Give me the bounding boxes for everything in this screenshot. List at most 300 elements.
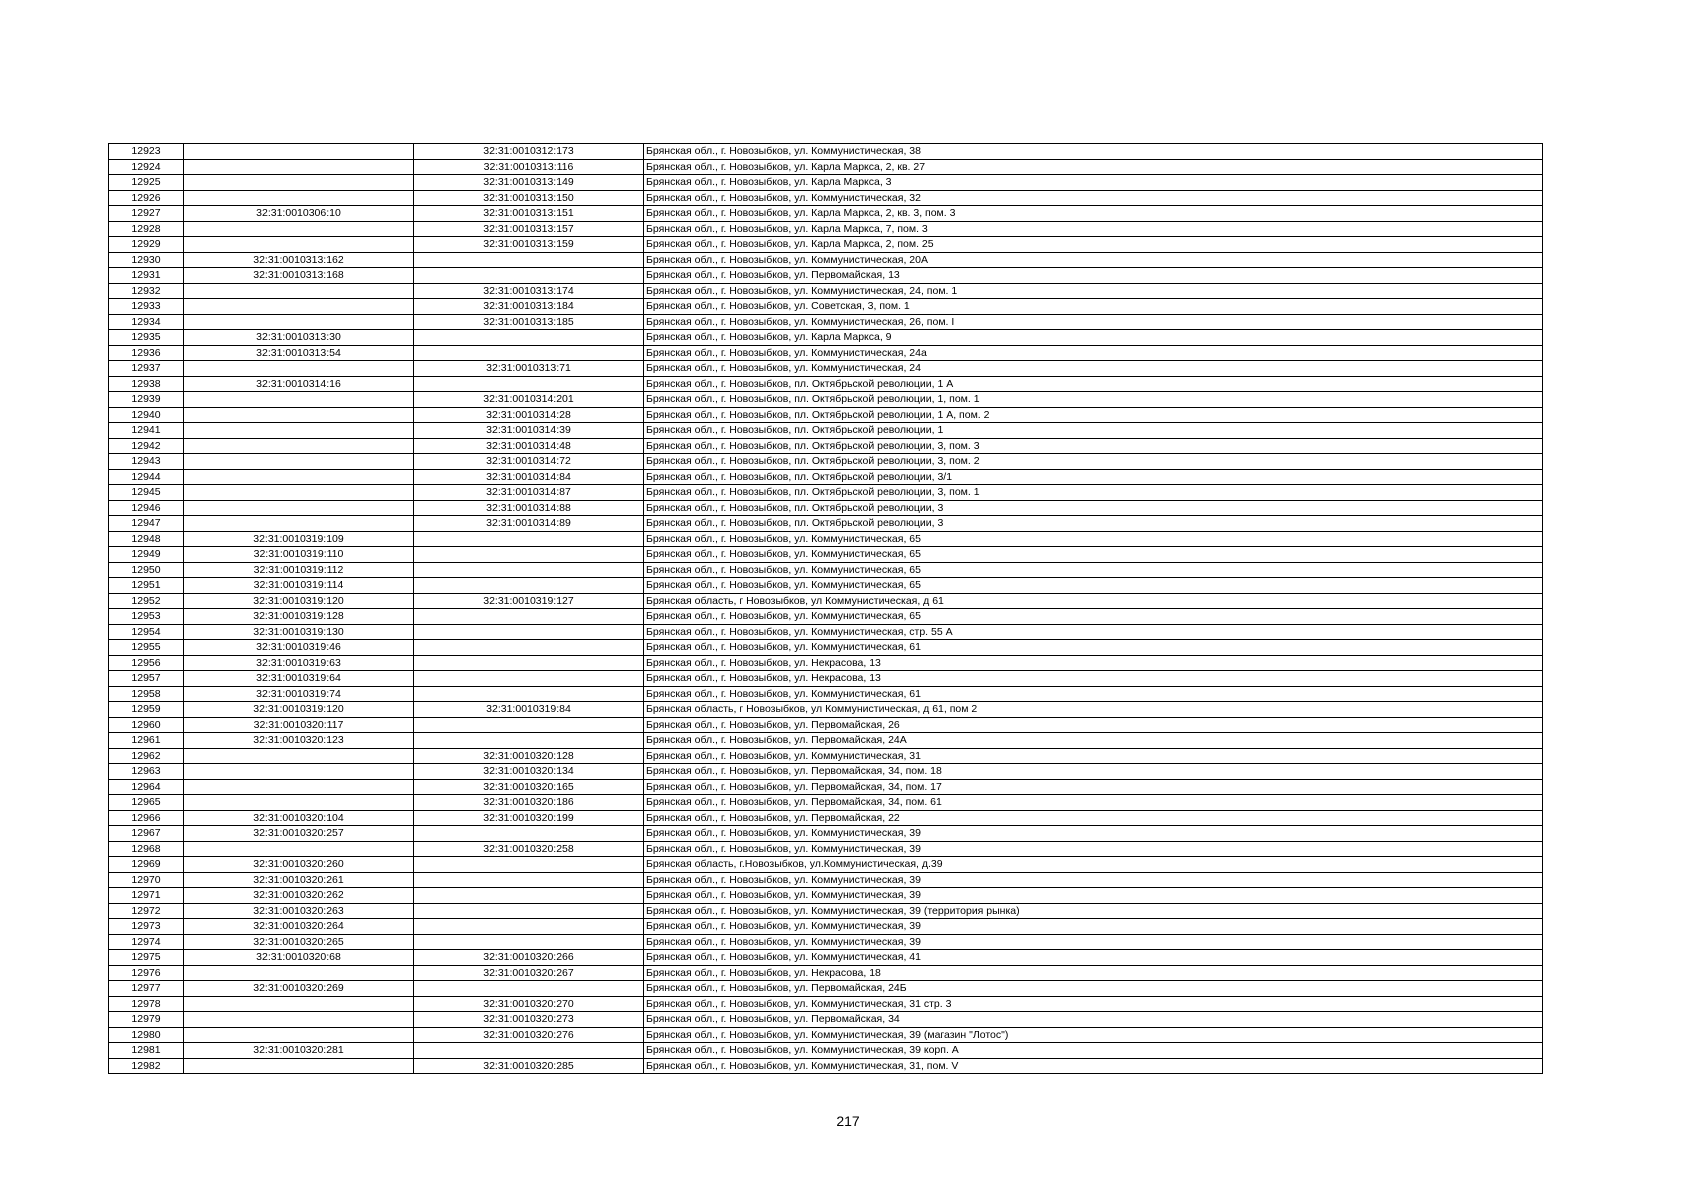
cadastral-number-cell: 32:31:0010320:269 [184,981,414,997]
row-number-cell: 12958 [109,686,184,702]
address-cell: Брянская обл., г. Новозыбков, ул. Коммунистическая, 65 [644,609,1543,625]
cadastral-number-alt-cell [414,903,644,919]
address-cell: Брянская обл., г. Новозыбков, ул. Коммунистическая, 31 [644,748,1543,764]
address-cell: Брянская обл., г. Новозыбков, ул. Коммунистическая, 39 [644,919,1543,935]
cadastral-number-cell: 32:31:0010319:110 [184,547,414,563]
row-number-cell: 12952 [109,593,184,609]
table-row [109,206,1543,222]
table-row [109,934,1543,950]
table-row [109,221,1543,237]
address-cell: Брянская обл., г. Новозыбков, ул. Первомайская, 24Б [644,981,1543,997]
table-row [109,423,1543,439]
cadastral-number-cell [184,500,414,516]
table-row [109,624,1543,640]
address-cell: Брянская обл., г. Новозыбков, ул. Карла Маркса, 2, кв. 3, пом. 3 [644,206,1543,222]
address-cell: Брянская область, г.Новозыбков, ул.Коммунистическая, д.39 [644,857,1543,873]
address-cell: Брянская обл., г. Новозыбков, ул. Коммунистическая, 65 [644,562,1543,578]
cadastral-number-alt-cell [414,252,644,268]
row-number-cell: 12961 [109,733,184,749]
cadastral-number-alt-cell [414,376,644,392]
address-cell: Брянская обл., г. Новозыбков, пл. Октябрьской революции, 3 [644,516,1543,532]
row-number-cell: 12956 [109,655,184,671]
cadastral-number-cell [184,423,414,439]
row-number-cell: 12937 [109,361,184,377]
cadastral-number-cell [184,1027,414,1043]
row-number-cell: 12941 [109,423,184,439]
cadastral-number-alt-cell: 32:31:0010314:48 [414,438,644,454]
table-row [109,965,1543,981]
row-number-cell: 12935 [109,330,184,346]
cadastral-number-cell [184,1058,414,1074]
cadastral-number-alt-cell: 32:31:0010313:185 [414,314,644,330]
row-number-cell: 12971 [109,888,184,904]
table-row [109,500,1543,516]
cadastral-number-cell [184,996,414,1012]
table-row [109,299,1543,315]
row-number-cell: 12947 [109,516,184,532]
row-number-cell: 12948 [109,531,184,547]
row-number-cell: 12930 [109,252,184,268]
cadastral-number-cell [184,144,414,160]
table-row [109,361,1543,377]
address-cell: Брянская обл., г. Новозыбков, ул. Первомайская, 22 [644,810,1543,826]
address-cell: Брянская обл., г. Новозыбков, ул. Первомайская, 34, пом. 61 [644,795,1543,811]
address-cell: Брянская обл., г. Новозыбков, ул. Коммунистическая, 39 [644,872,1543,888]
address-cell: Брянская обл., г. Новозыбков, ул. Коммунистическая, 39 [644,841,1543,857]
row-number-cell: 12946 [109,500,184,516]
cadastral-number-cell: 32:31:0010313:162 [184,252,414,268]
document-page [108,143,1542,1074]
property-registry-table [108,143,1543,1074]
address-cell: Брянская обл., г. Новозыбков, пл. Октябрьской революции, 3, пом. 2 [644,454,1543,470]
cadastral-number-alt-cell: 32:31:0010314:88 [414,500,644,516]
table-row [109,748,1543,764]
row-number-cell: 12933 [109,299,184,315]
address-cell: Брянская обл., г. Новозыбков, пл. Октябрьской революции, 1 А, пом. 2 [644,407,1543,423]
table-row [109,655,1543,671]
cadastral-number-cell: 32:31:0010320:262 [184,888,414,904]
row-number-cell: 12981 [109,1043,184,1059]
cadastral-number-alt-cell [414,733,644,749]
cadastral-number-cell: 32:31:0010320:68 [184,950,414,966]
table-row [109,547,1543,563]
table-row [109,1043,1543,1059]
cadastral-number-cell: 32:31:0010320:281 [184,1043,414,1059]
address-cell: Брянская обл., г. Новозыбков, ул. Коммунистическая, 26, пом. I [644,314,1543,330]
table-row [109,733,1543,749]
cadastral-number-alt-cell [414,872,644,888]
address-cell: Брянская область, г Новозыбков, ул Коммунистическая, д 61 [644,593,1543,609]
table-row [109,764,1543,780]
cadastral-number-alt-cell: 32:31:0010314:72 [414,454,644,470]
cadastral-number-cell: 32:31:0010319:114 [184,578,414,594]
row-number-cell: 12926 [109,190,184,206]
table-row [109,330,1543,346]
table-row [109,190,1543,206]
address-cell: Брянская обл., г. Новозыбков, ул. Некрасова, 13 [644,655,1543,671]
cadastral-number-alt-cell [414,578,644,594]
cadastral-number-alt-cell [414,268,644,284]
address-cell: Брянская обл., г. Новозыбков, ул. Коммунистическая, 20А [644,252,1543,268]
address-cell: Брянская область, г Новозыбков, ул Коммунистическая, д 61, пом 2 [644,702,1543,718]
cadastral-number-cell [184,748,414,764]
cadastral-number-alt-cell [414,330,644,346]
cadastral-number-cell: 32:31:0010320:117 [184,717,414,733]
table-row [109,531,1543,547]
table-row [109,314,1543,330]
row-number-cell: 12959 [109,702,184,718]
cadastral-number-cell [184,438,414,454]
table-row [109,857,1543,873]
row-number-cell: 12962 [109,748,184,764]
cadastral-number-alt-cell: 32:31:0010320:128 [414,748,644,764]
row-number-cell: 12954 [109,624,184,640]
cadastral-number-cell: 32:31:0010320:261 [184,872,414,888]
cadastral-number-cell: 32:31:0010313:54 [184,345,414,361]
row-number-cell: 12943 [109,454,184,470]
table-row [109,283,1543,299]
cadastral-number-alt-cell: 32:31:0010313:150 [414,190,644,206]
cadastral-number-cell: 32:31:0010320:123 [184,733,414,749]
table-row [109,578,1543,594]
row-number-cell: 12927 [109,206,184,222]
cadastral-number-cell [184,190,414,206]
cadastral-number-cell: 32:31:0010320:265 [184,934,414,950]
cadastral-number-cell: 32:31:0010319:109 [184,531,414,547]
table-row [109,888,1543,904]
row-number-cell: 12925 [109,175,184,191]
cadastral-number-cell [184,237,414,253]
table-row [109,841,1543,857]
cadastral-number-cell [184,841,414,857]
cadastral-number-alt-cell [414,919,644,935]
address-cell: Брянская обл., г. Новозыбков, ул. Карла Маркса, 3 [644,175,1543,191]
cadastral-number-cell [184,779,414,795]
cadastral-number-alt-cell [414,547,644,563]
cadastral-number-cell [184,299,414,315]
cadastral-number-cell: 32:31:0010313:30 [184,330,414,346]
table-row [109,469,1543,485]
cadastral-number-alt-cell: 32:31:0010313:71 [414,361,644,377]
table-body [109,144,1543,1074]
table-row [109,779,1543,795]
row-number-cell: 12955 [109,640,184,656]
address-cell: Брянская обл., г. Новозыбков, пл. Октябрьской революции, 3/1 [644,469,1543,485]
address-cell: Брянская обл., г. Новозыбков, ул. Коммунистическая, 39 (магазин "Лотос") [644,1027,1543,1043]
address-cell: Брянская обл., г. Новозыбков, ул. Первомайская, 34, пом. 17 [644,779,1543,795]
table-row [109,407,1543,423]
table-row [109,485,1543,501]
row-number-cell: 12945 [109,485,184,501]
address-cell: Брянская обл., г. Новозыбков, ул. Коммунистическая, 31 стр. 3 [644,996,1543,1012]
address-cell: Брянская обл., г. Новозыбков, ул. Первомайская, 24А [644,733,1543,749]
cadastral-number-cell: 32:31:0010313:168 [184,268,414,284]
cadastral-number-alt-cell [414,857,644,873]
table-row [109,671,1543,687]
row-number-cell: 12969 [109,857,184,873]
cadastral-number-cell [184,965,414,981]
cadastral-number-cell: 32:31:0010319:120 [184,593,414,609]
cadastral-number-cell [184,283,414,299]
cadastral-number-cell [184,485,414,501]
cadastral-number-cell: 32:31:0010320:257 [184,826,414,842]
cadastral-number-alt-cell [414,888,644,904]
table-row [109,237,1543,253]
row-number-cell: 12978 [109,996,184,1012]
cadastral-number-alt-cell: 32:31:0010320:273 [414,1012,644,1028]
row-number-cell: 12964 [109,779,184,795]
address-cell: Брянская обл., г. Новозыбков, ул. Коммунистическая, 24 [644,361,1543,377]
table-row [109,903,1543,919]
cadastral-number-alt-cell: 32:31:0010320:266 [414,950,644,966]
cadastral-number-cell [184,516,414,532]
table-row [109,872,1543,888]
cadastral-number-alt-cell: 32:31:0010320:134 [414,764,644,780]
cadastral-number-cell: 32:31:0010320:264 [184,919,414,935]
cadastral-number-cell: 32:31:0010319:112 [184,562,414,578]
row-number-cell: 12934 [109,314,184,330]
cadastral-number-cell [184,469,414,485]
cadastral-number-alt-cell: 32:31:0010313:174 [414,283,644,299]
address-cell: Брянская обл., г. Новозыбков, ул. Карла Маркса, 2, кв. 27 [644,159,1543,175]
address-cell: Брянская обл., г. Новозыбков, ул. Коммунистическая, 38 [644,144,1543,160]
address-cell: Брянская обл., г. Новозыбков, пл. Октябрьской революции, 1 А [644,376,1543,392]
table-row [109,345,1543,361]
cadastral-number-alt-cell: 32:31:0010319:127 [414,593,644,609]
table-row [109,562,1543,578]
address-cell: Брянская обл., г. Новозыбков, ул. Первомайская, 13 [644,268,1543,284]
cadastral-number-alt-cell: 32:31:0010320:276 [414,1027,644,1043]
table-row [109,795,1543,811]
address-cell: Брянская обл., г. Новозыбков, пл. Октябрьской революции, 1 [644,423,1543,439]
cadastral-number-alt-cell [414,640,644,656]
cadastral-number-alt-cell: 32:31:0010320:165 [414,779,644,795]
cadastral-number-cell [184,392,414,408]
cadastral-number-alt-cell: 32:31:0010320:199 [414,810,644,826]
row-number-cell: 12938 [109,376,184,392]
table-row [109,516,1543,532]
row-number-cell: 12970 [109,872,184,888]
cadastral-number-alt-cell [414,624,644,640]
address-cell: Брянская обл., г. Новозыбков, пл. Октябрьской революции, 3 [644,500,1543,516]
row-number-cell: 12972 [109,903,184,919]
address-cell: Брянская обл., г. Новозыбков, ул. Первомайская, 34 [644,1012,1543,1028]
cadastral-number-cell [184,795,414,811]
row-number-cell: 12940 [109,407,184,423]
row-number-cell: 12939 [109,392,184,408]
table-row [109,609,1543,625]
row-number-cell: 12953 [109,609,184,625]
cadastral-number-alt-cell: 32:31:0010313:116 [414,159,644,175]
page-number: 217 [836,1113,860,1129]
address-cell: Брянская обл., г. Новозыбков, ул. Коммунистическая, 39 (территория рынка) [644,903,1543,919]
address-cell: Брянская обл., г. Новозыбков, ул. Карла Маркса, 9 [644,330,1543,346]
table-row [109,593,1543,609]
row-number-cell: 12942 [109,438,184,454]
row-number-cell: 12944 [109,469,184,485]
address-cell: Брянская обл., г. Новозыбков, ул. Карла Маркса, 7, пом. 3 [644,221,1543,237]
cadastral-number-alt-cell [414,562,644,578]
cadastral-number-alt-cell [414,686,644,702]
cadastral-number-alt-cell: 32:31:0010314:84 [414,469,644,485]
cadastral-number-cell: 32:31:0010319:74 [184,686,414,702]
address-cell: Брянская обл., г. Новозыбков, ул. Коммунистическая, 24а [644,345,1543,361]
cadastral-number-cell: 32:31:0010306:10 [184,206,414,222]
table-row [109,640,1543,656]
cadastral-number-alt-cell [414,671,644,687]
row-number-cell: 12951 [109,578,184,594]
table-row [109,1012,1543,1028]
cadastral-number-alt-cell [414,655,644,671]
row-number-cell: 12982 [109,1058,184,1074]
table-row [109,826,1543,842]
cadastral-number-cell: 32:31:0010314:16 [184,376,414,392]
cadastral-number-alt-cell: 32:31:0010319:84 [414,702,644,718]
cadastral-number-cell [184,175,414,191]
address-cell: Брянская обл., г. Новозыбков, ул. Коммунистическая, 31, пом. V [644,1058,1543,1074]
cadastral-number-alt-cell [414,1043,644,1059]
address-cell: Брянская обл., г. Новозыбков, ул. Коммунистическая, 39 [644,826,1543,842]
row-number-cell: 12963 [109,764,184,780]
cadastral-number-alt-cell: 32:31:0010314:28 [414,407,644,423]
cadastral-number-alt-cell: 32:31:0010320:285 [414,1058,644,1074]
cadastral-number-alt-cell: 32:31:0010313:151 [414,206,644,222]
row-number-cell: 12975 [109,950,184,966]
row-number-cell: 12980 [109,1027,184,1043]
row-number-cell: 12949 [109,547,184,563]
table-row [109,717,1543,733]
table-row [109,810,1543,826]
row-number-cell: 12950 [109,562,184,578]
row-number-cell: 12936 [109,345,184,361]
table-row [109,1027,1543,1043]
cadastral-number-cell: 32:31:0010319:46 [184,640,414,656]
cadastral-number-alt-cell: 32:31:0010314:89 [414,516,644,532]
table-row [109,376,1543,392]
cadastral-number-alt-cell: 32:31:0010314:201 [414,392,644,408]
address-cell: Брянская обл., г. Новозыбков, ул. Карла Маркса, 2, пом. 25 [644,237,1543,253]
address-cell: Брянская обл., г. Новозыбков, ул. Коммунистическая, 65 [644,531,1543,547]
cadastral-number-alt-cell: 32:31:0010313:157 [414,221,644,237]
row-number-cell: 12924 [109,159,184,175]
table-row [109,981,1543,997]
cadastral-number-cell: 32:31:0010319:120 [184,702,414,718]
cadastral-number-alt-cell: 32:31:0010312:173 [414,144,644,160]
cadastral-number-cell: 32:31:0010319:64 [184,671,414,687]
cadastral-number-alt-cell: 32:31:0010314:87 [414,485,644,501]
address-cell: Брянская обл., г. Новозыбков, ул. Коммунистическая, 65 [644,547,1543,563]
table-row [109,144,1543,160]
row-number-cell: 12932 [109,283,184,299]
table-row [109,919,1543,935]
cadastral-number-alt-cell: 32:31:0010313:184 [414,299,644,315]
cadastral-number-cell: 32:31:0010319:63 [184,655,414,671]
cadastral-number-alt-cell: 32:31:0010313:159 [414,237,644,253]
table-row [109,1058,1543,1074]
table-row [109,454,1543,470]
row-number-cell: 12973 [109,919,184,935]
cadastral-number-alt-cell: 32:31:0010320:270 [414,996,644,1012]
address-cell: Брянская обл., г. Новозыбков, пл. Октябрьской революции, 3, пом. 3 [644,438,1543,454]
cadastral-number-alt-cell [414,981,644,997]
cadastral-number-cell [184,314,414,330]
address-cell: Брянская обл., г. Новозыбков, ул. Коммунистическая, 41 [644,950,1543,966]
cadastral-number-alt-cell [414,826,644,842]
table-row [109,702,1543,718]
cadastral-number-cell [184,764,414,780]
address-cell: Брянская обл., г. Новозыбков, ул. Коммунистическая, 32 [644,190,1543,206]
table-row [109,159,1543,175]
row-number-cell: 12931 [109,268,184,284]
table-row [109,252,1543,268]
cadastral-number-alt-cell [414,531,644,547]
cadastral-number-alt-cell [414,934,644,950]
cadastral-number-alt-cell: 32:31:0010320:267 [414,965,644,981]
cadastral-number-cell [184,221,414,237]
address-cell: Брянская обл., г. Новозыбков, пл. Октябрьской революции, 3, пом. 1 [644,485,1543,501]
table-row [109,392,1543,408]
address-cell: Брянская обл., г. Новозыбков, ул. Коммунистическая, 24, пом. 1 [644,283,1543,299]
row-number-cell: 12929 [109,237,184,253]
address-cell: Брянская обл., г. Новозыбков, ул. Коммунистическая, 39 корп. А [644,1043,1543,1059]
row-number-cell: 12928 [109,221,184,237]
table-row [109,438,1543,454]
address-cell: Брянская обл., г. Новозыбков, ул. Коммунистическая, стр. 55 А [644,624,1543,640]
address-cell: Брянская обл., г. Новозыбков, ул. Коммунистическая, 39 [644,934,1543,950]
cadastral-number-alt-cell: 32:31:0010313:149 [414,175,644,191]
cadastral-number-alt-cell: 32:31:0010320:186 [414,795,644,811]
address-cell: Брянская обл., г. Новозыбков, ул. Некрасова, 18 [644,965,1543,981]
address-cell: Брянская обл., г. Новозыбков, ул. Коммунистическая, 39 [644,888,1543,904]
table-row [109,686,1543,702]
row-number-cell: 12923 [109,144,184,160]
cadastral-number-cell: 32:31:0010319:128 [184,609,414,625]
row-number-cell: 12977 [109,981,184,997]
row-number-cell: 12965 [109,795,184,811]
cadastral-number-cell: 32:31:0010319:130 [184,624,414,640]
address-cell: Брянская обл., г. Новозыбков, ул. Коммунистическая, 61 [644,640,1543,656]
row-number-cell: 12967 [109,826,184,842]
row-number-cell: 12957 [109,671,184,687]
table-row [109,996,1543,1012]
address-cell: Брянская обл., г. Новозыбков, ул. Некрасова, 13 [644,671,1543,687]
address-cell: Брянская обл., г. Новозыбков, ул. Советская, 3, пом. 1 [644,299,1543,315]
cadastral-number-alt-cell [414,609,644,625]
row-number-cell: 12979 [109,1012,184,1028]
row-number-cell: 12968 [109,841,184,857]
address-cell: Брянская обл., г. Новозыбков, ул. Коммунистическая, 61 [644,686,1543,702]
address-cell: Брянская обл., г. Новозыбков, пл. Октябрьской революции, 1, пом. 1 [644,392,1543,408]
row-number-cell: 12966 [109,810,184,826]
address-cell: Брянская обл., г. Новозыбков, ул. Первомайская, 26 [644,717,1543,733]
cadastral-number-cell [184,159,414,175]
address-cell: Брянская обл., г. Новозыбков, ул. Коммунистическая, 65 [644,578,1543,594]
row-number-cell: 12960 [109,717,184,733]
row-number-cell: 12974 [109,934,184,950]
cadastral-number-cell: 32:31:0010320:104 [184,810,414,826]
cadastral-number-cell [184,1012,414,1028]
table-row [109,175,1543,191]
cadastral-number-alt-cell [414,717,644,733]
cadastral-number-cell [184,407,414,423]
cadastral-number-cell: 32:31:0010320:260 [184,857,414,873]
table-row [109,268,1543,284]
cadastral-number-alt-cell [414,345,644,361]
cadastral-number-alt-cell: 32:31:0010314:39 [414,423,644,439]
table-row [109,950,1543,966]
cadastral-number-cell [184,454,414,470]
row-number-cell: 12976 [109,965,184,981]
